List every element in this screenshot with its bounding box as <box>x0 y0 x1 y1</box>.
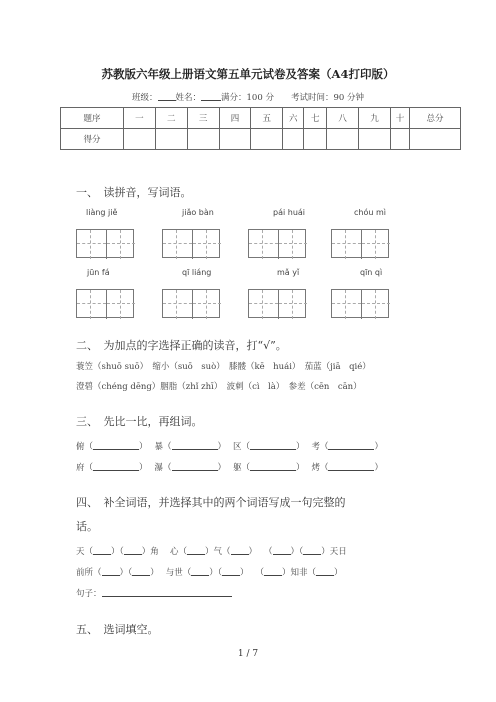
idiom-text: ） <box>240 568 245 578</box>
pronunciation-line-1: 蓑笠（shuō suō） 缩小（suō suò） 膝髅（kē huái） 茄蓝（jiā qié） <box>76 362 371 372</box>
score-input-cell <box>251 129 283 150</box>
paren: ） <box>139 463 144 473</box>
page-number: 1 / 7 <box>237 649 259 659</box>
writing-grid[interactable] <box>248 289 306 318</box>
section-4-heading: 四、 补全词语，并选择其中的两个词语写成一句完整的 <box>76 496 346 509</box>
score-label: 满分：100 分 <box>221 93 274 103</box>
pinyin-label: pái huái <box>273 208 306 217</box>
score-cell: 八 <box>327 108 359 129</box>
score-table-header-row <box>61 108 461 129</box>
idiom-text: ）角 <box>141 547 159 557</box>
writing-grid[interactable] <box>331 289 389 318</box>
paren: ） <box>295 442 301 452</box>
score-input-cell <box>219 129 251 150</box>
answer-blank[interactable] <box>250 440 296 450</box>
idiom-text: （ <box>264 547 273 557</box>
score-input-cell <box>410 129 461 150</box>
score-input-cell <box>391 129 410 150</box>
writing-grid[interactable] <box>331 229 389 258</box>
answer-blank[interactable] <box>172 461 218 471</box>
idiom-row-2 <box>76 566 343 578</box>
answer-blank[interactable] <box>273 545 291 555</box>
idiom-text: ）气（ <box>205 547 231 557</box>
paren: ） <box>374 463 383 473</box>
answer-blank[interactable] <box>102 566 120 576</box>
idiom-text: ） <box>248 547 253 557</box>
score-cell: 五 <box>251 108 283 129</box>
answer-blank[interactable] <box>93 440 139 450</box>
time-label: 考试时间：90 分钟 <box>290 93 364 103</box>
name-label: 姓名： <box>175 93 202 103</box>
idiom-text: ）（ <box>119 568 133 578</box>
pinyin-label: qīn qì <box>360 268 383 277</box>
section-5-heading: 五、 选词填空。 <box>76 623 159 636</box>
compare-row-1 <box>76 440 383 452</box>
score-cell: 四 <box>219 108 251 129</box>
answer-blank[interactable] <box>250 461 296 471</box>
writing-grid-row-2 <box>0 289 496 319</box>
pinyin-label: mǎ yǐ <box>277 268 300 277</box>
answer-blank[interactable] <box>303 545 321 555</box>
pinyin-label: liàng jiě <box>86 208 118 217</box>
writing-grid[interactable] <box>162 289 220 318</box>
score-cell: 三 <box>187 108 219 129</box>
char-label: 考（ <box>311 442 329 452</box>
idiom-text: ）（ <box>111 547 124 557</box>
score-cell: 二 <box>155 108 187 129</box>
answer-blank[interactable] <box>316 566 334 576</box>
answer-blank[interactable] <box>222 566 240 576</box>
score-input-cell <box>155 129 187 150</box>
score-cell: 总分 <box>410 108 461 129</box>
char-label: 区（ <box>232 442 250 452</box>
score-input-cell <box>359 129 391 150</box>
answer-blank[interactable] <box>93 545 111 555</box>
writing-grid[interactable] <box>76 229 134 258</box>
pronunciation-line-2: 澄碧（chéng dēng）胭脂（zhǐ zhī） 波刺（cì là） 参差（cēn cān） <box>76 382 362 392</box>
idiom-row-1 <box>76 545 347 557</box>
class-label: 班级： <box>131 93 158 103</box>
answer-blank[interactable] <box>172 440 218 450</box>
answer-blank[interactable] <box>328 440 374 450</box>
score-input-cell <box>187 129 219 150</box>
page-title: 苏教版六年级上册语文第五单元试卷及答案（A4打印版） <box>101 67 395 81</box>
score-cell: 题序 <box>61 108 124 129</box>
idiom-text: ） <box>334 568 343 578</box>
answer-blank[interactable] <box>264 566 282 576</box>
paren: ） <box>374 442 383 452</box>
answer-blank[interactable] <box>187 545 205 555</box>
idiom-text: ）（ <box>290 547 304 557</box>
paren: ） <box>217 442 222 452</box>
pinyin-label: jūn fá <box>87 268 110 277</box>
pinyin-label: chóu mì <box>354 208 386 217</box>
score-table-score-row <box>61 129 461 150</box>
writing-grid-row-1 <box>0 229 496 259</box>
sentence-row <box>76 587 232 599</box>
char-label: 俯（ <box>76 442 94 452</box>
sentence-label: 句子： <box>76 589 102 599</box>
idiom-text: 前所（ <box>76 568 102 578</box>
idiom-text: ）天日 <box>321 547 347 557</box>
answer-blank[interactable] <box>132 566 150 576</box>
section-1-heading: 一、 读拼音，写词语。 <box>76 186 192 199</box>
idiom-text: ）（ <box>209 568 223 578</box>
pinyin-label: jiǎo bàn <box>182 208 214 217</box>
score-table <box>60 107 461 150</box>
answer-blank[interactable] <box>328 461 374 471</box>
answer-blank[interactable] <box>124 545 142 555</box>
score-input-cell <box>304 129 327 150</box>
idiom-text: 与世（ <box>165 568 192 578</box>
score-cell: 七 <box>304 108 327 129</box>
exam-info-line <box>0 91 496 103</box>
score-cell: 六 <box>283 108 304 129</box>
char-label: 暴（ <box>154 442 172 452</box>
score-cell: 得分 <box>61 129 124 150</box>
compare-row-2 <box>76 461 383 473</box>
score-input-cell <box>124 129 156 150</box>
name-blank <box>201 92 221 101</box>
pinyin-label: qī liáng <box>182 268 212 277</box>
writing-grid[interactable] <box>76 289 134 318</box>
writing-grid[interactable] <box>248 229 306 258</box>
idiom-text: ） <box>150 568 155 578</box>
idiom-text: ）知非（ <box>282 568 317 578</box>
char-label: 躯（ <box>232 463 250 473</box>
idiom-text: 心（ <box>170 547 188 557</box>
sentence-blank[interactable] <box>102 587 232 597</box>
score-input-cell <box>283 129 304 150</box>
idiom-text: （ <box>255 568 265 578</box>
answer-blank[interactable] <box>191 566 209 576</box>
score-cell: 十 <box>391 108 410 129</box>
writing-grid[interactable] <box>162 229 220 258</box>
score-cell: 九 <box>359 108 391 129</box>
score-cell: 一 <box>124 108 156 129</box>
char-label: 瀑（ <box>154 463 172 473</box>
paren: ） <box>139 442 144 452</box>
answer-blank[interactable] <box>231 545 249 555</box>
char-label: 烤（ <box>311 463 329 473</box>
score-input-cell <box>327 129 359 150</box>
paren: ） <box>295 463 301 473</box>
idiom-text: 天（ <box>76 547 94 557</box>
section-2-heading: 二、 为加点的字选择正确的读音，打“√”。 <box>76 339 287 352</box>
char-label: 府（ <box>76 463 94 473</box>
paren: ） <box>217 463 222 473</box>
answer-blank[interactable] <box>93 461 139 471</box>
section-4-heading-cont: 话。 <box>76 520 98 533</box>
section-3-heading: 三、 先比一比，再组词。 <box>76 415 203 428</box>
class-blank <box>158 92 176 101</box>
